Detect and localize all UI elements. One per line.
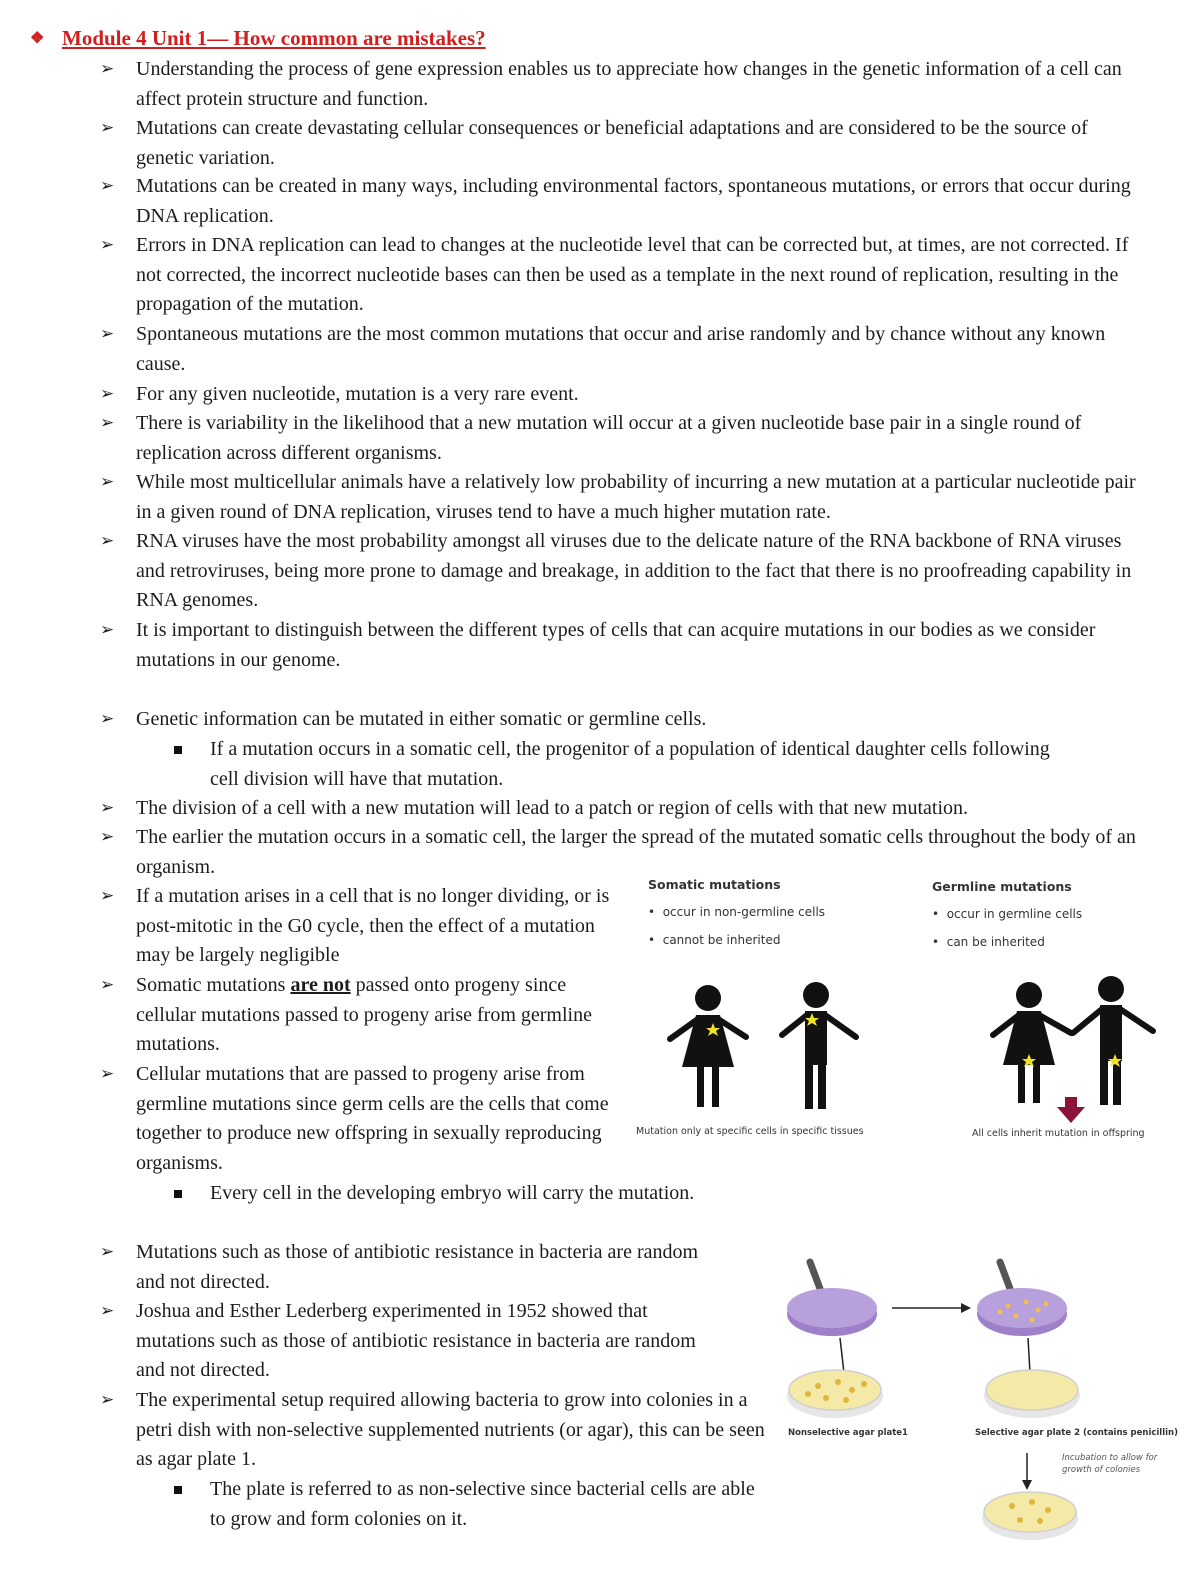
list-item: ➢ Genetic information can be mutated in either somatic or germline cells. bbox=[136, 705, 1136, 735]
germline-mutations-title: Germline mutations bbox=[932, 879, 1072, 894]
arrow-bullet-icon: ➢ bbox=[100, 176, 115, 196]
arrow-bullet-icon: ➢ bbox=[100, 59, 115, 79]
arrow-bullet-icon: ➢ bbox=[100, 472, 115, 492]
list-item: ➢ Spontaneous mutations are the most common mutations that occur and arise randomly and by chance without any known cause. bbox=[136, 320, 1136, 379]
list-item: ➢ The experimental setup required allowing bacteria to grow into colonies in a petri dish with non-selective supplemented nutrients (or agar), this can be seen as agar plate 1. bbox=[136, 1386, 766, 1475]
sub-list-item: The plate is referred to as non-selective since bacterial cells are able to grow and form colonies on it. bbox=[210, 1475, 765, 1534]
list-item: ➢ Mutations can create devastating cellular consequences or beneficial adaptations and are considered to be the source of genetic variation. bbox=[136, 114, 1126, 173]
list-item: ➢ There is variability in the likelihood that a new mutation will occur at a given nucleotide base pair in a single round of replication across different organisms. bbox=[136, 409, 1136, 468]
somatic-bullet: • cannot be inherited bbox=[648, 933, 781, 947]
sub-list-item: Every cell in the developing embryo will carry the mutation. bbox=[210, 1179, 910, 1209]
somatic-bullet: • occur in non-germline cells bbox=[648, 905, 826, 919]
plate2-label: Selective agar plate 2 (contains penicillin) bbox=[975, 1428, 1178, 1438]
title-text: Module 4 Unit 1— How common are mistakes? bbox=[62, 26, 486, 50]
arrow-bullet-icon: ➢ bbox=[100, 384, 115, 404]
list-item: ➢ It is important to distinguish between the different types of cells that can acquire mutations in our bodies as we consider mutations in our genome. bbox=[136, 616, 1146, 675]
replica-plating-illustration bbox=[780, 1258, 1180, 1548]
list-item: ➢ Mutations can be created in many ways, including environmental factors, spontaneous mutations, or errors that occur during DNA replication. bbox=[136, 172, 1146, 231]
list-item: ➢ Cellular mutations that are passed to progeny arise from germline mutations since germ cells are the cells that come together to produce new offspring in sexually reproducing organisms. bbox=[136, 1060, 626, 1178]
somatic-caption: Mutation only at specific cells in specific tissues bbox=[636, 1126, 864, 1137]
arrow-bullet-icon: ➢ bbox=[100, 1242, 115, 1262]
list-item: ➢ Somatic mutations are not passed onto progeny since cellular mutations passed to progeny arise from germline mutations. bbox=[136, 971, 621, 1060]
list-item: ➢ Errors in DNA replication can lead to changes at the nucleotide level that can be corrected but, at times, are not corrected. If not corrected, the incorrect nucleotide bases can then be used as a template in the next round of replication, resulting in the propagation of the mutation. bbox=[136, 231, 1146, 320]
plate1-label: Nonselective agar plate1 bbox=[788, 1428, 908, 1438]
somatic-figures-illustration bbox=[660, 975, 870, 1115]
page-title bbox=[30, 26, 486, 51]
list-item: ➢ Joshua and Esther Lederberg experimented in 1952 showed that mutations such as those of antibiotic resistance in bacteria are random and not directed. bbox=[136, 1297, 726, 1386]
diamond-bullet-icon: ❖ bbox=[30, 30, 45, 47]
germline-figures-illustration bbox=[985, 975, 1175, 1125]
arrow-bullet-icon: ➢ bbox=[100, 413, 115, 433]
sub-list-item: If a mutation occurs in a somatic cell, the progenitor of a population of identical daughter cells following cell division will have that mutation. bbox=[210, 735, 1080, 794]
square-bullet-icon bbox=[174, 746, 182, 754]
germline-bullet: • occur in germline cells bbox=[932, 907, 1083, 921]
arrow-bullet-icon: ➢ bbox=[100, 118, 115, 138]
arrow-bullet-icon: ➢ bbox=[100, 235, 115, 255]
germline-bullet: • can be inherited bbox=[932, 935, 1045, 949]
list-item: ➢ For any given nucleotide, mutation is a very rare event. bbox=[136, 380, 1136, 410]
arrow-bullet-icon: ➢ bbox=[100, 1064, 115, 1084]
list-item: ➢ The division of a cell with a new mutation will lead to a patch or region of cells with that new mutation. bbox=[136, 794, 1136, 824]
arrow-bullet-icon: ➢ bbox=[100, 531, 115, 551]
arrow-bullet-icon: ➢ bbox=[100, 324, 115, 344]
arrow-bullet-icon: ➢ bbox=[100, 886, 115, 906]
arrow-bullet-icon: ➢ bbox=[100, 709, 115, 729]
somatic-mutations-title: Somatic mutations bbox=[648, 877, 781, 892]
incubation-note: Incubation to allow for growth of colonies bbox=[1062, 1453, 1158, 1475]
arrow-bullet-icon: ➢ bbox=[100, 1390, 115, 1410]
list-item: ➢ If a mutation arises in a cell that is no longer dividing, or is post-mitotic in the G0 cycle, then the effect of a mutation may be largely negligible bbox=[136, 882, 621, 971]
square-bullet-icon bbox=[174, 1486, 182, 1494]
list-item: ➢ Understanding the process of gene expression enables us to appreciate how changes in the genetic information of a cell can affect protein structure and function. bbox=[136, 55, 1136, 114]
germline-caption: All cells inherit mutation in offspring bbox=[972, 1128, 1145, 1139]
arrow-bullet-icon: ➢ bbox=[100, 620, 115, 640]
list-item: ➢ Mutations such as those of antibiotic resistance in bacteria are random and not directed. bbox=[136, 1238, 726, 1297]
square-bullet-icon bbox=[174, 1190, 182, 1198]
list-item: ➢ RNA viruses have the most probability amongst all viruses due to the delicate nature of the RNA backbone of RNA viruses and retroviruses, being more prone to damage and breakage, in addition to the fact that there is no proofreading capability in RNA genomes. bbox=[136, 527, 1146, 616]
list-item: ➢ The earlier the mutation occurs in a somatic cell, the larger the spread of the mutated somatic cells throughout the body of an organism. bbox=[136, 823, 1146, 882]
arrow-bullet-icon: ➢ bbox=[100, 1301, 115, 1321]
list-item: ➢ While most multicellular animals have a relatively low probability of incurring a new mutation at a particular nucleotide pair in a given round of DNA replication, viruses tend to have a much higher mutation rate. bbox=[136, 468, 1136, 527]
arrow-bullet-icon: ➢ bbox=[100, 798, 115, 818]
arrow-bullet-icon: ➢ bbox=[100, 827, 115, 847]
arrow-bullet-icon: ➢ bbox=[100, 975, 115, 995]
